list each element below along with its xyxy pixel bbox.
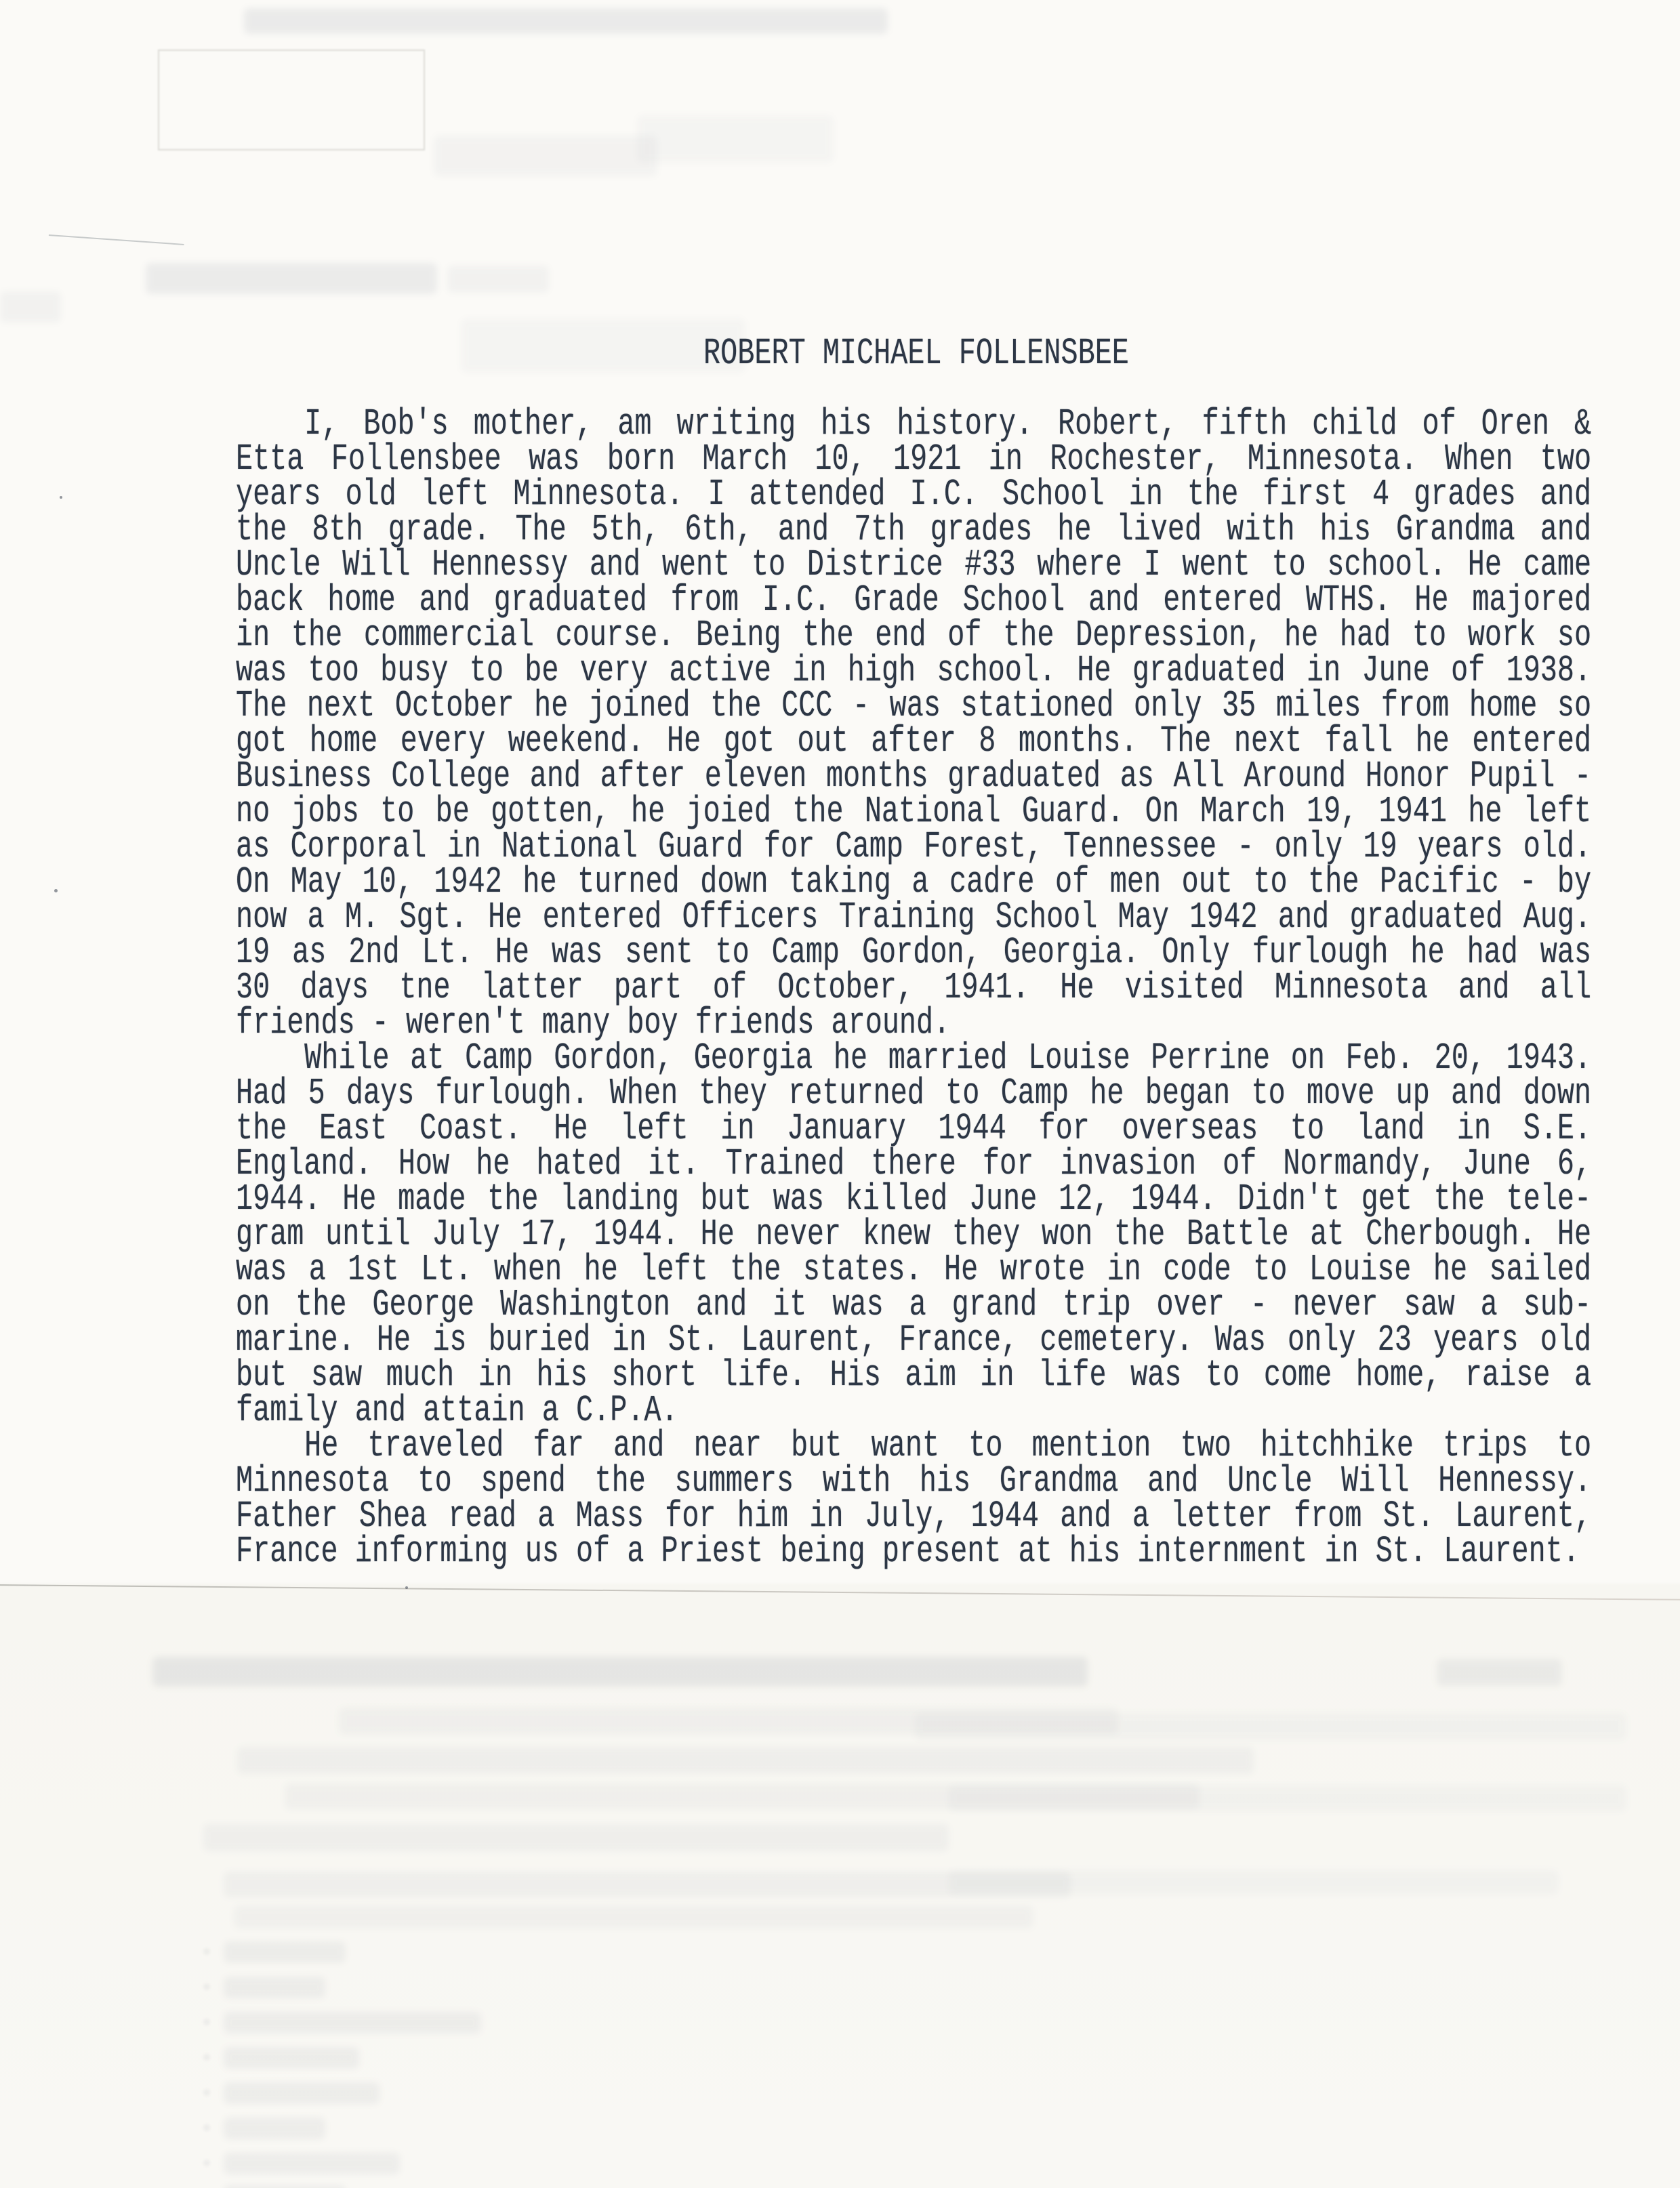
document-body — [236, 407, 1591, 1569]
document-line: 19 as 2nd Lt. He was sent to Camp Gordon, Georgia. Only furlough he had was — [236, 935, 1592, 970]
ink-speck — [405, 1586, 408, 1589]
document-line: back home and graduated from I.C. Grade School and entered WTHS. He majored — [236, 583, 1592, 618]
document-line: The next October he joined the CCC - was stationed only 35 miles from home so — [236, 688, 1592, 724]
bleed-through-bullet — [203, 1983, 210, 1990]
bleed-through-artifact — [234, 1905, 1033, 1928]
document-line: in the commercial course. Being the end of the Depression, he had to work so — [236, 618, 1592, 653]
document-line: now a M. Sgt. He entered Officers Training School May 1942 and graduated Aug. — [236, 900, 1592, 935]
document-line: got home every weekend. He got out after 8 months. The next fall he entered — [236, 724, 1592, 759]
bleed-through-artifact — [447, 266, 549, 293]
document-line: England. How he hated it. Trained there for invasion of Normandy, June 6, — [236, 1147, 1592, 1182]
bleed-through-artifact — [915, 1713, 1626, 1740]
bleed-through-bullet — [203, 2054, 210, 2061]
bleed-through-artifact — [434, 136, 657, 176]
document-line: Uncle Will Hennessy and went to Districe #33 where I went to school. He came — [236, 548, 1592, 583]
bleed-through-artifact — [237, 1747, 1254, 1774]
document-line: France informing us of a Priest being present at his internment in St. Laurent. — [236, 1534, 1580, 1569]
bleed-through-artifact — [224, 1977, 325, 1998]
document-line: was a 1st Lt. when he left the states. He wrote in code to Louise he sailed — [236, 1252, 1592, 1287]
document-line: I, Bob's mother, am writing his history. Robert, fifth child of Oren & — [304, 407, 1592, 442]
scan-seam-line — [0, 1584, 1680, 1601]
document-line: He traveled far and near but want to mention two hitchhike trips to — [304, 1428, 1592, 1464]
document-line: on the George Washington and it was a grand trip over - never saw a sub- — [236, 1287, 1592, 1323]
bleed-through-bullet — [203, 2019, 210, 2025]
document-line: Minnesota to spend the summers with his Grandma and Uncle Will Hennessy. — [236, 1464, 1592, 1499]
bleed-through-artifact — [224, 2047, 359, 2069]
document-line: Business College and after eleven months graduated as All Around Honor Pupil - — [236, 759, 1592, 794]
bleed-through-artifact — [224, 2118, 325, 2139]
document-line: 30 days tne latter part of October, 1941. He visited Minnesota and all — [236, 970, 1592, 1006]
document-line: Had 5 days furlough. When they returned to Camp he began to move up and down — [236, 1076, 1592, 1111]
document-line: was too busy to be very active in high school. He graduated in June of 1938. — [236, 653, 1592, 688]
bleed-through-artifact — [203, 1824, 949, 1851]
bleed-through-bullet — [203, 2089, 210, 2096]
document-line: 1944. He made the landing but was killed June 12, 1944. Didn't get the tele- — [236, 1182, 1592, 1217]
bleed-through-artifact — [224, 2185, 346, 2188]
ink-speck — [60, 496, 62, 499]
document-line: the 8th grade. The 5th, 6th, and 7th grades he lived with his Grandma and — [236, 512, 1592, 548]
document-title: ROBERT MICHAEL FOLLENSBEE — [703, 332, 1129, 375]
bleed-through-artifact — [637, 115, 834, 163]
bleed-through-bullet — [203, 2160, 210, 2166]
document-line: the East Coast. He left in January 1944 for overseas to land in S.E. — [236, 1111, 1592, 1147]
bleed-through-artifact — [244, 8, 888, 34]
document-line: gram until July 17, 1944. He never knew they won the Battle at Cherbough. He — [236, 1217, 1592, 1252]
bleed-through-box — [158, 49, 425, 150]
document-line: no jobs to be gotten, he joied the National Guard. On March 19, 1941 he left — [236, 794, 1592, 829]
bleed-through-artifact — [1437, 1659, 1562, 1686]
document-line: but saw much in his short life. His aim in life was to come home, raise a — [236, 1358, 1592, 1393]
document-line: family and attain a C.P.A. — [236, 1393, 678, 1428]
document-line: friends - weren't many boy friends around. — [236, 1006, 951, 1041]
bleed-through-artifact — [0, 291, 61, 323]
bleed-through-bullet — [203, 1948, 210, 1955]
document-line: marine. He is buried in St. Laurent, France, cemetery. Was only 23 years old — [236, 1323, 1592, 1358]
document-line: While at Camp Gordon, Georgia he married Louise Perrine on Feb. 20, 1943. — [304, 1041, 1592, 1076]
document-line: On May 10, 1942 he turned down taking a cadre of men out to the Pacific - by — [236, 865, 1592, 900]
bleed-through-artifact — [224, 1872, 1071, 1897]
document-line: Father Shea read a Mass for him in July, 1944 and a letter from St. Laurent, — [236, 1499, 1592, 1534]
scratch-artifact — [49, 234, 184, 245]
bleed-through-artifact — [224, 2012, 481, 2034]
bleed-through-artifact — [224, 1941, 346, 1963]
bleed-through-artifact — [461, 318, 745, 373]
bleed-through-artifact — [146, 263, 437, 294]
document-line: as Corporal in National Guard for Camp Forest, Tennessee - only 19 years old. — [236, 829, 1592, 865]
bleed-through-artifact — [152, 1657, 1088, 1687]
bleed-through-artifact — [949, 1786, 1626, 1811]
document-line: Etta Follensbee was born March 10, 1921 in Rochester, Minnesota. When two — [236, 442, 1592, 477]
bleed-through-artifact — [224, 2153, 400, 2174]
ink-speck — [54, 889, 58, 892]
document-line: years old left Minnesota. I attended I.C. School in the first 4 grades and — [236, 477, 1592, 512]
bleed-through-artifact — [224, 2082, 380, 2104]
bleed-through-bullet — [203, 2124, 210, 2131]
